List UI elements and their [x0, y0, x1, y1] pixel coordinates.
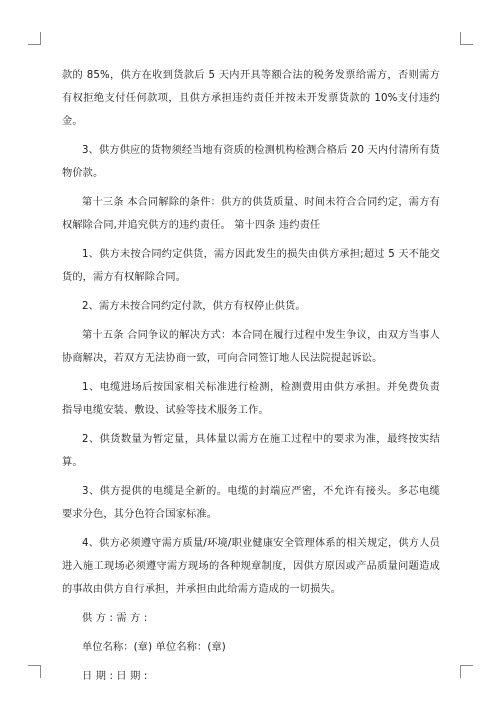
paragraph-payment-terms: 款的 85%，供方在收到货款后 5 天内开具等额合法的税务发票给需方，否则需方有权拒绝支付任何款项，且供方承担违约责任并按未开发票货款的 10%支付违约金。: [62, 70, 440, 127]
document-body: [62, 64, 440, 688]
paragraph-cable-inspection: 1、电缆进场后按国家相关标准进行检测，检测费用由供方承担。并免费负责指导电缆安装、敷设、试验等技术服务工作。: [62, 382, 440, 416]
crop-mark-bottom-right: [460, 665, 473, 678]
crop-mark-top-right: [460, 32, 473, 45]
paragraph-breach-2: 2、需方未按合同约定付款，供方有权停止供货。: [82, 301, 306, 312]
paragraph-article-15: 第十五条 合同争议的解决方式：本合同在履行过程中发生争议，由双方当事人协商解决，若双方无法协商一致，可向合同签订地人民法院提起诉讼。: [62, 330, 440, 364]
paragraph-site-rules: 4、供方必须遵守需方质量/环境/职业健康安全管理体系的相关规定，供方人员进入施工现场必须遵守需方现场的各种规章制度，因供方原因或产品质量问题造成的事故由供方自行承担，并承担由此给需方造成的一切损失。: [62, 538, 440, 595]
paragraph-supply-quantity: 2、供货数量为暂定量，具体量以需方在施工过程中的要求为准，最终按实结算。: [62, 434, 440, 468]
paragraph-breach-1: 1、供方未按合同约定供货，需方因此发生的损失由供方承担;超过 5 天不能交货的，需方有权解除合同。: [62, 249, 440, 283]
crop-mark-bottom-left: [28, 665, 41, 678]
signature-parties: 供 方 : 需 方 :: [82, 613, 148, 624]
paragraph-article-13: 第十三条 本合同解除的条件：供方的供货质量、时间未符合合同约定，需方有权解除合同,并追究供方的违约责任。 第十四条 违约责任: [62, 197, 440, 231]
crop-mark-top-left: [28, 32, 41, 45]
paragraph-clause-3: 3、供方供应的货物须经当地有资质的检测机构检测合格后 20 天内付清所有货物价款。: [62, 145, 440, 179]
signature-unit-names: 单位名称：(章) 单位名称：(章): [82, 642, 226, 653]
paragraph-cable-quality: 3、供方提供的电缆是全新的。电缆的封端应严密，不允许有接头。多芯电缆要求分色，其分色符合国家标准。: [62, 486, 440, 520]
signature-dates: 日 期 : 日 期 :: [82, 671, 148, 682]
